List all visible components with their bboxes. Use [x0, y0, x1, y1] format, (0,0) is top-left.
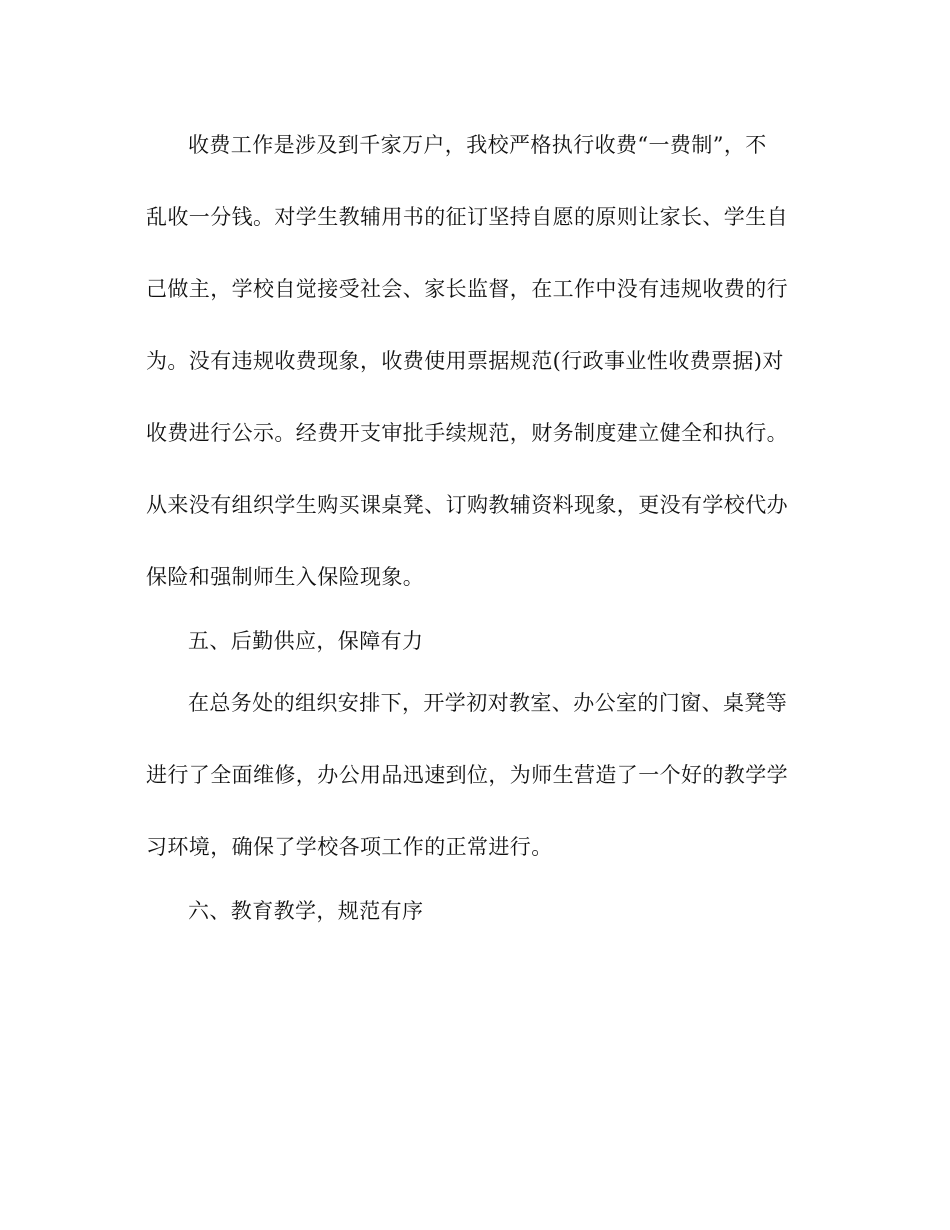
paragraph-line: 从来没有组织学生购买课桌凳、订购教辅资料现象，更没有学校代办: [146, 493, 788, 517]
paragraph-line: 乱收一分钱。对学生教辅用书的征订坚持自愿的原则让家长、学生自: [146, 205, 788, 229]
paragraph-line: 在总务处的组织安排下，开学初对教室、办公室的门窗、桌凳等: [188, 691, 788, 715]
section-heading-education: 六、教育教学，规范有序: [188, 899, 424, 923]
paragraph-line: 收费进行公示。经费开支审批手续规范，财务制度建立健全和执行。: [146, 421, 788, 445]
paragraph-line: 己做主，学校自觉接受社会、家长监督，在工作中没有违规收费的行: [146, 277, 788, 301]
paragraph-line: 习环境，确保了学校各项工作的正常进行。: [146, 835, 553, 859]
paragraph-line: 收费工作是涉及到千家万户，我校严格执行收费“一费制”，不: [188, 133, 767, 157]
paragraph-line: 进行了全面维修，办公用品迅速到位，为师生营造了一个好的教学学: [146, 763, 788, 787]
section-heading-logistics: 五、后勤供应，保障有力: [188, 629, 424, 653]
paragraph-line: 保险和强制师生入保险现象。: [146, 565, 425, 589]
paragraph-line: 为。没有违规收费现象，收费使用票据规范(行政事业性收费票据)对: [146, 349, 784, 373]
